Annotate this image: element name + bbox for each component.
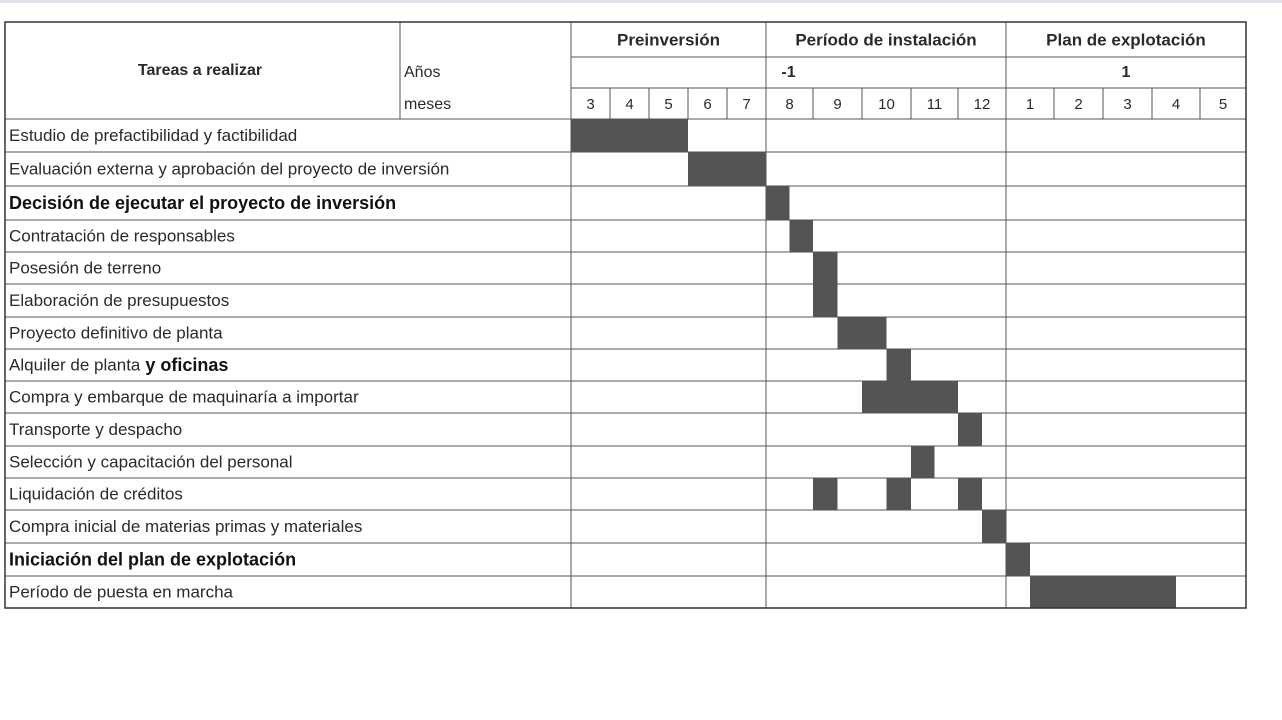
- month-tick-label: 7: [742, 95, 751, 113]
- month-tick-label: 6: [703, 95, 712, 113]
- month-tick-label: 3: [586, 95, 595, 113]
- task-label: Iniciación del plan de explotación: [9, 549, 297, 570]
- task-label: Evaluación externa y aprobación del proyecto de inversión: [9, 159, 450, 179]
- gantt-bar: [790, 220, 814, 252]
- task-label: Proyecto definitivo de planta: [9, 323, 223, 343]
- months-label: meses: [404, 96, 452, 114]
- task-label: Período de puesta en marcha: [9, 582, 233, 602]
- gantt-bar: [813, 284, 838, 317]
- years-label: Años: [404, 64, 441, 82]
- task-label: Contratación de responsables: [9, 226, 235, 246]
- gantt-bar: [887, 478, 912, 510]
- task-label: Compra y embarque de maquinaría a importar: [9, 387, 359, 407]
- month-tick-label: 5: [1218, 95, 1228, 113]
- task-label: Estudio de prefactibilidad y factibilidad: [9, 125, 298, 145]
- month-tick-label: 10: [878, 95, 895, 113]
- task-label: Posesión de terreno: [9, 258, 162, 278]
- year-label: 1: [1121, 64, 1131, 82]
- phase-label: Plan de explotación: [1046, 30, 1206, 50]
- gantt-bar: [862, 381, 958, 413]
- gantt-bar: [571, 119, 688, 152]
- month-tick-label: 3: [1123, 95, 1132, 113]
- month-tick-label: 2: [1074, 95, 1083, 113]
- month-tick-label: 1: [1025, 95, 1035, 113]
- month-tick-label: 11: [926, 95, 943, 113]
- gantt-bar: [813, 252, 838, 284]
- month-tick-label: 12: [973, 95, 991, 113]
- gantt-bar: [766, 186, 790, 220]
- task-label: Liquidación de créditos: [9, 484, 183, 504]
- gantt-bar: [911, 446, 935, 478]
- gantt-bar: [1006, 543, 1030, 576]
- month-tick-label: 8: [785, 95, 794, 113]
- task-label: Decisión de ejecutar el proyecto de inversión: [9, 192, 397, 213]
- task-label: Alquiler de planta y oficinas: [9, 354, 229, 375]
- month-tick-label: 4: [625, 95, 634, 113]
- gantt-bar: [813, 478, 838, 510]
- year-label: -1: [781, 64, 796, 82]
- task-label-suffix: y oficinas: [140, 354, 229, 375]
- task-label: Transporte y despacho: [9, 419, 183, 439]
- tasks-header-label: Tareas a realizar: [137, 62, 263, 80]
- phase-label: Período de instalación: [795, 30, 977, 50]
- month-tick-label: 9: [833, 95, 842, 113]
- gantt-bar: [838, 317, 887, 349]
- gantt-bar: [887, 349, 912, 381]
- month-tick-label: 5: [664, 95, 673, 113]
- task-label: Compra inicial de materias primas y materiales: [9, 516, 363, 536]
- gantt-bar: [1030, 576, 1176, 608]
- task-label: Elaboración de presupuestos: [9, 290, 230, 310]
- phase-label: Preinversión: [617, 30, 720, 50]
- gantt-bar: [982, 510, 1006, 543]
- gantt-bar: [958, 478, 982, 510]
- month-tick-label: 4: [1171, 95, 1181, 113]
- gantt-bar: [688, 152, 766, 186]
- gantt-bar: [958, 413, 982, 446]
- task-label: Selección y capacitación del personal: [9, 452, 293, 472]
